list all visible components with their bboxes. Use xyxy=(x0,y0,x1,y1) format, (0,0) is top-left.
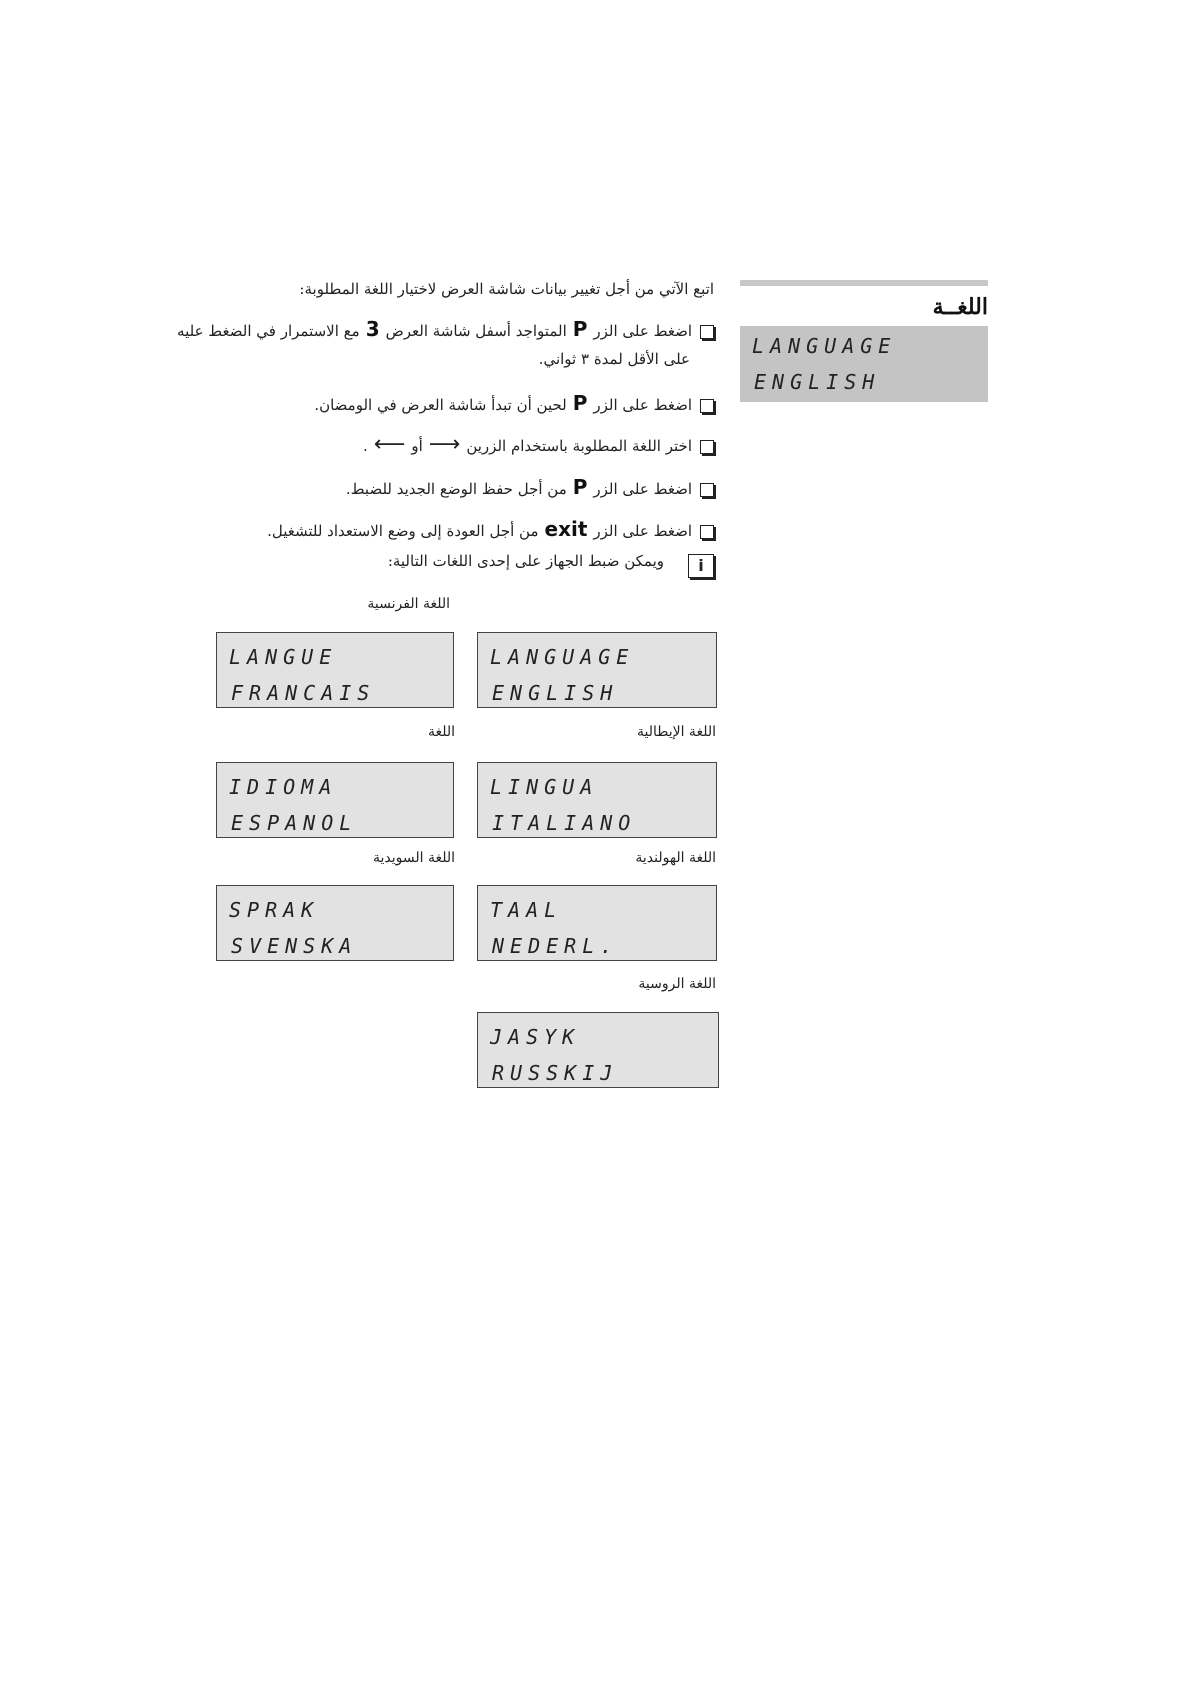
display-spanish-line1: IDIOMA xyxy=(229,775,338,799)
step-4 xyxy=(346,476,714,500)
checkbox-icon xyxy=(700,325,714,339)
step-5-post: من أجل العودة إلى وضع الاستعداد للتشغيل. xyxy=(267,522,539,540)
display-italian-line1: LINGUA xyxy=(490,775,599,799)
step-5 xyxy=(267,518,714,542)
display-english-line2: ENGLISH xyxy=(492,681,619,705)
caption-dutch: اللغة الهولندية xyxy=(635,850,716,866)
display-italian-line2: ITALIANO xyxy=(492,811,637,835)
display-french-line2: FRANCAIS xyxy=(231,681,376,705)
caption-italian: اللغة الإيطالية xyxy=(636,724,716,740)
checkbox-icon xyxy=(700,440,714,454)
step-3-end: . xyxy=(363,437,368,455)
caption-russian: اللغة الروسية xyxy=(638,976,716,992)
step-3 xyxy=(363,434,714,457)
p-key-label: P xyxy=(572,317,588,341)
intro-text: اتبع الآتي من أجل تغيير بيانات شاشة العرض لاختيار اللغة المطلوبة: xyxy=(299,280,714,298)
step-4-post: من أجل حفظ الوضع الجديد للضبط. xyxy=(345,480,567,498)
checkbox-icon xyxy=(700,399,714,413)
step-5-pre: اضغط على الزر xyxy=(593,522,692,540)
side-display-line1: LANGUAGE xyxy=(752,334,897,358)
display-russian-line2: RUSSKIJ xyxy=(492,1061,619,1085)
display-spanish xyxy=(216,762,454,838)
side-display-line2: ENGLISH xyxy=(754,370,881,394)
step-3-pre: اختر اللغة المطلوبة باستخدام الزرين xyxy=(466,437,692,455)
display-number: 3 xyxy=(365,317,380,341)
display-spanish-line2: ESPANOL xyxy=(231,811,358,835)
checkbox-icon xyxy=(700,525,714,539)
step-2-post: لحين أن تبدأ شاشة العرض في الومضان. xyxy=(314,396,567,414)
display-russian-line1: JASYK xyxy=(490,1025,581,1049)
display-dutch-line1: TAAL xyxy=(490,898,563,922)
section-title: اللغــة xyxy=(932,294,988,320)
step-1-pre: اضغط على الزر xyxy=(593,322,692,340)
p-key-label: P xyxy=(572,475,588,499)
display-swedish xyxy=(216,885,454,961)
step-1-mid: المتواجد أسفل شاشة العرض xyxy=(385,322,567,340)
step-2-pre: اضغط على الزر xyxy=(593,396,692,414)
step-3-or: أو xyxy=(411,437,423,455)
display-dutch-line2: NEDERL. xyxy=(492,934,619,958)
side-display xyxy=(740,326,988,402)
display-swedish-line2: SVENSKA xyxy=(231,934,358,958)
display-russian xyxy=(477,1012,719,1088)
info-text: ويمكن ضبط الجهاز على إحدى اللغات التالية: xyxy=(387,552,664,570)
display-swedish-line1: SPRAK xyxy=(229,898,320,922)
step-1-line2: على الأقل لمدة ٣ ثواني. xyxy=(538,350,690,368)
display-french-line1: LANGUE xyxy=(229,645,338,669)
display-english-line1: LANGUAGE xyxy=(490,645,635,669)
exit-key-label: exit xyxy=(544,517,588,541)
step-4-pre: اضغط على الزر xyxy=(593,480,692,498)
info-icon: i xyxy=(688,554,714,578)
checkbox-icon xyxy=(700,483,714,497)
step-2 xyxy=(314,392,714,416)
step-1-post: مع الاستمرار في الضغط عليه xyxy=(177,322,360,340)
display-italian xyxy=(477,762,717,838)
section-divider xyxy=(740,280,988,286)
arrow-right-icon: ⟶ xyxy=(428,432,461,457)
display-dutch xyxy=(477,885,717,961)
display-french xyxy=(216,632,454,708)
caption-spanish: اللغة xyxy=(427,724,455,740)
arrow-left-icon: ⟵ xyxy=(373,432,406,457)
p-key-label: P xyxy=(572,391,588,415)
display-english xyxy=(477,632,717,708)
caption-swedish: اللغة السويدية xyxy=(372,850,455,866)
caption-french: اللغة الفرنسية xyxy=(367,596,450,612)
step-1 xyxy=(177,318,714,342)
